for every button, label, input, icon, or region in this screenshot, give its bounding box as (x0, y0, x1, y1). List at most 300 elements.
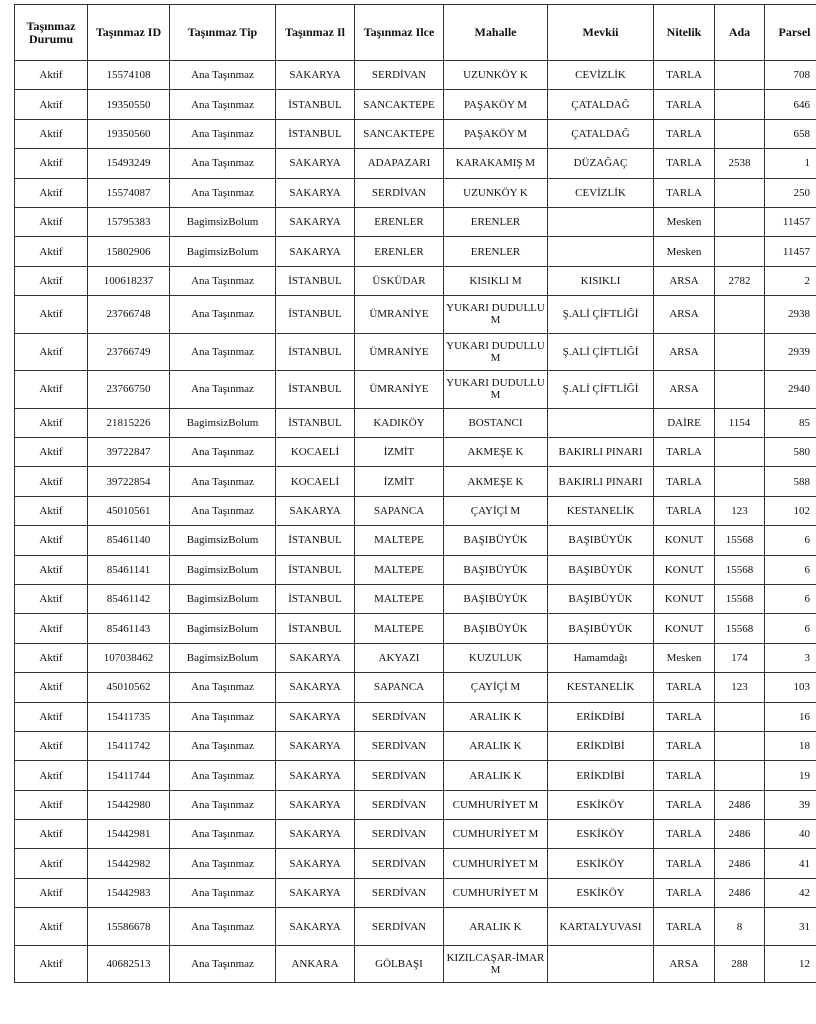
cell-tip: Ana Taşınmaz (170, 467, 276, 496)
cell-nitelik: TARLA (654, 820, 715, 849)
cell-nitelik: ARSA (654, 945, 715, 983)
cell-ilce: ERENLER (355, 237, 444, 266)
cell-ilce: SAPANCA (355, 496, 444, 525)
cell-tip: Ana Taşınmaz (170, 945, 276, 983)
cell-mevkii (548, 408, 654, 437)
cell-mahalle: ARALIK K (444, 761, 548, 790)
cell-mahalle: BOSTANCI (444, 408, 548, 437)
cell-durum: Aktif (15, 702, 88, 731)
cell-ilce: SERDİVAN (355, 761, 444, 790)
cell-mahalle: UZUNKÖY K (444, 178, 548, 207)
cell-id: 15442981 (88, 820, 170, 849)
table-row (15, 614, 816, 643)
cell-tip: Ana Taşınmaz (170, 702, 276, 731)
cell-mevkii: Hamamdağı (548, 643, 654, 672)
cell-mahalle: AKMEŞE K (444, 467, 548, 496)
cell-nitelik: Mesken (654, 643, 715, 672)
cell-durum: Aktif (15, 584, 88, 613)
cell-tip: Ana Taşınmaz (170, 296, 276, 334)
cell-durum: Aktif (15, 119, 88, 148)
table-row (15, 178, 816, 207)
cell-ada (715, 296, 765, 334)
cell-id: 15493249 (88, 149, 170, 178)
cell-il: SAKARYA (276, 61, 355, 90)
cell-mahalle: KISIKLI M (444, 266, 548, 295)
cell-tip: BagimsizBolum (170, 526, 276, 555)
cell-nitelik: TARLA (654, 90, 715, 119)
cell-id: 15574108 (88, 61, 170, 90)
cell-ilce: SERDİVAN (355, 908, 444, 946)
cell-id: 15442982 (88, 849, 170, 878)
cell-tip: BagimsizBolum (170, 207, 276, 236)
cell-durum: Aktif (15, 673, 88, 702)
cell-tip: BagimsizBolum (170, 643, 276, 672)
cell-mevkii: ERİKDİBİ (548, 731, 654, 760)
cell-parsel: 3 (765, 643, 816, 672)
table-row (15, 467, 816, 496)
cell-nitelik: ARSA (654, 371, 715, 409)
cell-il: SAKARYA (276, 178, 355, 207)
cell-id: 45010561 (88, 496, 170, 525)
cell-il: SAKARYA (276, 820, 355, 849)
cell-parsel: 11457 (765, 207, 816, 236)
cell-mevkii: Ş.ALİ ÇİFTLİĞİ (548, 371, 654, 409)
cell-mahalle: YUKARI DUDULLU M (444, 333, 548, 371)
cell-ada: 15568 (715, 555, 765, 584)
cell-ada (715, 333, 765, 371)
cell-il: SAKARYA (276, 149, 355, 178)
cell-mahalle: KARAKAMIŞ M (444, 149, 548, 178)
cell-id: 85461141 (88, 555, 170, 584)
table-row (15, 790, 816, 819)
table-row (15, 149, 816, 178)
cell-id: 19350560 (88, 119, 170, 148)
cell-ilce: İZMİT (355, 438, 444, 467)
cell-il: SAKARYA (276, 878, 355, 907)
cell-ilce: SERDİVAN (355, 731, 444, 760)
cell-mevkii: KISIKLI (548, 266, 654, 295)
cell-id: 15795383 (88, 207, 170, 236)
cell-mevkii: ÇATALDAĞ (548, 90, 654, 119)
cell-mevkii: ESKİKÖY (548, 849, 654, 878)
cell-ada: 123 (715, 673, 765, 702)
cell-id: 15411742 (88, 731, 170, 760)
cell-durum: Aktif (15, 555, 88, 584)
cell-il: İSTANBUL (276, 371, 355, 409)
cell-mevkii: KESTANELİK (548, 673, 654, 702)
cell-mevkii: DÜZAĞAÇ (548, 149, 654, 178)
cell-durum: Aktif (15, 61, 88, 90)
cell-mevkii: KESTANELİK (548, 496, 654, 525)
cell-nitelik: KONUT (654, 614, 715, 643)
cell-tip: Ana Taşınmaz (170, 908, 276, 946)
cell-ilce: SANCAKTEPE (355, 90, 444, 119)
cell-il: İSTANBUL (276, 614, 355, 643)
cell-durum: Aktif (15, 820, 88, 849)
cell-mahalle: ERENLER (444, 237, 548, 266)
cell-mahalle: CUMHURİYET M (444, 849, 548, 878)
cell-ada: 2538 (715, 149, 765, 178)
cell-il: İSTANBUL (276, 526, 355, 555)
cell-ilce: ÜMRANİYE (355, 296, 444, 334)
cell-tip: Ana Taşınmaz (170, 333, 276, 371)
cell-mevkii: ERİKDİBİ (548, 702, 654, 731)
cell-tip: Ana Taşınmaz (170, 61, 276, 90)
cell-mevkii: BAŞIBÜYÜK (548, 584, 654, 613)
cell-ada (715, 178, 765, 207)
cell-nitelik: TARLA (654, 178, 715, 207)
col-header-mevkii: Mevkii (548, 5, 654, 61)
cell-parsel: 41 (765, 849, 816, 878)
cell-tip: Ana Taşınmaz (170, 849, 276, 878)
cell-tip: Ana Taşınmaz (170, 496, 276, 525)
cell-mevkii: KARTALYUVASI (548, 908, 654, 946)
cell-mevkii: BAŞIBÜYÜK (548, 555, 654, 584)
cell-il: SAKARYA (276, 849, 355, 878)
cell-mahalle: BAŞIBÜYÜK (444, 555, 548, 584)
cell-tip: Ana Taşınmaz (170, 820, 276, 849)
cell-mevkii: CEVİZLİK (548, 178, 654, 207)
cell-nitelik: KONUT (654, 584, 715, 613)
cell-id: 100618237 (88, 266, 170, 295)
cell-parsel: 6 (765, 584, 816, 613)
cell-mahalle: BAŞIBÜYÜK (444, 526, 548, 555)
cell-parsel: 42 (765, 878, 816, 907)
cell-ilce: SERDİVAN (355, 878, 444, 907)
cell-tip: Ana Taşınmaz (170, 90, 276, 119)
cell-ada: 2486 (715, 820, 765, 849)
table-row (15, 526, 816, 555)
cell-nitelik: ARSA (654, 333, 715, 371)
cell-parsel: 102 (765, 496, 816, 525)
cell-il: SAKARYA (276, 761, 355, 790)
cell-id: 85461142 (88, 584, 170, 613)
cell-mahalle: YUKARI DUDULLU M (444, 371, 548, 409)
cell-durum: Aktif (15, 945, 88, 983)
cell-mevkii: BAKIRLI PINARI (548, 467, 654, 496)
cell-il: İSTANBUL (276, 408, 355, 437)
cell-durum: Aktif (15, 371, 88, 409)
cell-ada (715, 438, 765, 467)
cell-mevkii (548, 207, 654, 236)
cell-ilce: MALTEPE (355, 526, 444, 555)
cell-mahalle: PAŞAKÖY M (444, 90, 548, 119)
cell-nitelik: TARLA (654, 878, 715, 907)
table-row (15, 702, 816, 731)
cell-mahalle: AKMEŞE K (444, 438, 548, 467)
cell-nitelik: DAİRE (654, 408, 715, 437)
cell-mevkii: Ş.ALİ ÇİFTLİĞİ (548, 333, 654, 371)
cell-ilce: AKYAZI (355, 643, 444, 672)
cell-id: 23766750 (88, 371, 170, 409)
cell-ilce: ÜSKÜDAR (355, 266, 444, 295)
cell-parsel: 11457 (765, 237, 816, 266)
table-row (15, 333, 816, 371)
cell-durum: Aktif (15, 761, 88, 790)
cell-tip: BagimsizBolum (170, 584, 276, 613)
cell-il: İSTANBUL (276, 119, 355, 148)
cell-mahalle: BAŞIBÜYÜK (444, 614, 548, 643)
cell-il: İSTANBUL (276, 555, 355, 584)
cell-ilce: SERDİVAN (355, 61, 444, 90)
cell-tip: Ana Taşınmaz (170, 178, 276, 207)
cell-ilce: MALTEPE (355, 614, 444, 643)
cell-nitelik: ARSA (654, 266, 715, 295)
cell-parsel: 250 (765, 178, 816, 207)
cell-id: 15411735 (88, 702, 170, 731)
col-header-ada: Ada (715, 5, 765, 61)
cell-mevkii: ERİKDİBİ (548, 761, 654, 790)
cell-ilce: GÖLBAŞI (355, 945, 444, 983)
cell-tip: Ana Taşınmaz (170, 438, 276, 467)
cell-id: 21815226 (88, 408, 170, 437)
cell-durum: Aktif (15, 408, 88, 437)
cell-tip: Ana Taşınmaz (170, 149, 276, 178)
property-table (14, 4, 816, 983)
cell-parsel: 39 (765, 790, 816, 819)
cell-mahalle: ARALIK K (444, 702, 548, 731)
cell-tip: Ana Taşınmaz (170, 761, 276, 790)
cell-il: SAKARYA (276, 908, 355, 946)
cell-parsel: 85 (765, 408, 816, 437)
cell-mahalle: ÇAYİÇİ M (444, 496, 548, 525)
cell-parsel: 2 (765, 266, 816, 295)
cell-il: İSTANBUL (276, 584, 355, 613)
cell-mevkii (548, 945, 654, 983)
cell-ada: 8 (715, 908, 765, 946)
cell-durum: Aktif (15, 207, 88, 236)
cell-il: İSTANBUL (276, 266, 355, 295)
cell-nitelik: TARLA (654, 702, 715, 731)
cell-id: 23766749 (88, 333, 170, 371)
table-row (15, 371, 816, 409)
cell-ada (715, 90, 765, 119)
cell-durum: Aktif (15, 526, 88, 555)
cell-nitelik: TARLA (654, 761, 715, 790)
cell-durum: Aktif (15, 237, 88, 266)
cell-parsel: 12 (765, 945, 816, 983)
cell-ada (715, 467, 765, 496)
table-row (15, 945, 816, 983)
table-row (15, 555, 816, 584)
table-row (15, 266, 816, 295)
cell-durum: Aktif (15, 296, 88, 334)
cell-id: 107038462 (88, 643, 170, 672)
cell-tip: Ana Taşınmaz (170, 731, 276, 760)
col-header-tip: Taşınmaz Tip (170, 5, 276, 61)
cell-tip: Ana Taşınmaz (170, 266, 276, 295)
cell-il: KOCAELİ (276, 467, 355, 496)
table-row (15, 878, 816, 907)
cell-mahalle: ERENLER (444, 207, 548, 236)
cell-il: İSTANBUL (276, 296, 355, 334)
table-row (15, 90, 816, 119)
cell-parsel: 6 (765, 555, 816, 584)
cell-mevkii: Ş.ALİ ÇİFTLİĞİ (548, 296, 654, 334)
cell-mevkii: BAŞIBÜYÜK (548, 526, 654, 555)
cell-ada: 2486 (715, 849, 765, 878)
cell-mahalle: KIZILCAŞAR-İMAR M (444, 945, 548, 983)
cell-ada: 2486 (715, 878, 765, 907)
cell-durum: Aktif (15, 438, 88, 467)
cell-nitelik: Mesken (654, 237, 715, 266)
cell-il: İSTANBUL (276, 90, 355, 119)
table-row (15, 408, 816, 437)
cell-parsel: 2939 (765, 333, 816, 371)
cell-id: 40682513 (88, 945, 170, 983)
table-row (15, 849, 816, 878)
cell-ilce: KADIKÖY (355, 408, 444, 437)
cell-nitelik: TARLA (654, 119, 715, 148)
table-row (15, 673, 816, 702)
cell-durum: Aktif (15, 467, 88, 496)
cell-il: SAKARYA (276, 237, 355, 266)
cell-ada (715, 371, 765, 409)
cell-tip: Ana Taşınmaz (170, 371, 276, 409)
cell-mahalle: YUKARI DUDULLU M (444, 296, 548, 334)
cell-id: 15442980 (88, 790, 170, 819)
cell-mahalle: ARALIK K (444, 908, 548, 946)
cell-nitelik: TARLA (654, 467, 715, 496)
cell-nitelik: Mesken (654, 207, 715, 236)
cell-mahalle: UZUNKÖY K (444, 61, 548, 90)
cell-tip: Ana Taşınmaz (170, 119, 276, 148)
cell-durum: Aktif (15, 90, 88, 119)
table-row (15, 761, 816, 790)
cell-durum: Aktif (15, 731, 88, 760)
cell-ada (715, 702, 765, 731)
header-row (15, 5, 816, 61)
cell-nitelik: ARSA (654, 296, 715, 334)
cell-mahalle: PAŞAKÖY M (444, 119, 548, 148)
table-row (15, 908, 816, 946)
cell-tip: Ana Taşınmaz (170, 790, 276, 819)
table-row (15, 731, 816, 760)
cell-tip: Ana Taşınmaz (170, 878, 276, 907)
table-row (15, 61, 816, 90)
col-header-mahalle: Mahalle (444, 5, 548, 61)
cell-parsel: 6 (765, 614, 816, 643)
cell-mahalle: ARALIK K (444, 731, 548, 760)
cell-ada: 2486 (715, 790, 765, 819)
cell-ilce: MALTEPE (355, 555, 444, 584)
cell-ilce: ÜMRANİYE (355, 371, 444, 409)
cell-id: 39722847 (88, 438, 170, 467)
cell-mevkii: CEVİZLİK (548, 61, 654, 90)
table-row (15, 438, 816, 467)
cell-ada: 288 (715, 945, 765, 983)
cell-durum: Aktif (15, 266, 88, 295)
cell-nitelik: KONUT (654, 526, 715, 555)
cell-ada (715, 119, 765, 148)
col-header-nitelik: Nitelik (654, 5, 715, 61)
cell-tip: BagimsizBolum (170, 237, 276, 266)
cell-ilce: SAPANCA (355, 673, 444, 702)
cell-nitelik: TARLA (654, 438, 715, 467)
cell-mevkii: ESKİKÖY (548, 790, 654, 819)
cell-durum: Aktif (15, 496, 88, 525)
cell-il: KOCAELİ (276, 438, 355, 467)
cell-ilce: MALTEPE (355, 584, 444, 613)
cell-mevkii (548, 237, 654, 266)
cell-tip: BagimsizBolum (170, 555, 276, 584)
cell-id: 45010562 (88, 673, 170, 702)
cell-ada: 15568 (715, 526, 765, 555)
col-header-id: Taşınmaz ID (88, 5, 170, 61)
cell-id: 85461140 (88, 526, 170, 555)
cell-mevkii: BAKIRLI PINARI (548, 438, 654, 467)
cell-ada: 123 (715, 496, 765, 525)
cell-ada: 15568 (715, 614, 765, 643)
cell-mahalle: KUZULUK (444, 643, 548, 672)
cell-ada: 1154 (715, 408, 765, 437)
cell-il: SAKARYA (276, 790, 355, 819)
cell-parsel: 580 (765, 438, 816, 467)
cell-id: 15586678 (88, 908, 170, 946)
cell-nitelik: TARLA (654, 61, 715, 90)
cell-ada: 174 (715, 643, 765, 672)
cell-tip: BagimsizBolum (170, 614, 276, 643)
col-header-parsel: Parsel (765, 5, 816, 61)
cell-ilce: SERDİVAN (355, 849, 444, 878)
cell-id: 19350550 (88, 90, 170, 119)
cell-parsel: 588 (765, 467, 816, 496)
cell-mahalle: CUMHURİYET M (444, 820, 548, 849)
cell-durum: Aktif (15, 790, 88, 819)
cell-ilce: SERDİVAN (355, 178, 444, 207)
cell-il: SAKARYA (276, 673, 355, 702)
table-row (15, 584, 816, 613)
cell-ilce: İZMİT (355, 467, 444, 496)
cell-ilce: SANCAKTEPE (355, 119, 444, 148)
cell-mahalle: ÇAYİÇİ M (444, 673, 548, 702)
cell-ada: 15568 (715, 584, 765, 613)
cell-durum: Aktif (15, 849, 88, 878)
cell-ada (715, 61, 765, 90)
table-row (15, 296, 816, 334)
cell-durum: Aktif (15, 878, 88, 907)
cell-id: 39722854 (88, 467, 170, 496)
cell-il: SAKARYA (276, 731, 355, 760)
cell-il: SAKARYA (276, 496, 355, 525)
cell-ilce: ÜMRANİYE (355, 333, 444, 371)
cell-parsel: 708 (765, 61, 816, 90)
cell-mevkii: ESKİKÖY (548, 878, 654, 907)
cell-parsel: 2938 (765, 296, 816, 334)
cell-parsel: 19 (765, 761, 816, 790)
cell-ada (715, 731, 765, 760)
cell-nitelik: TARLA (654, 849, 715, 878)
cell-id: 15411744 (88, 761, 170, 790)
cell-durum: Aktif (15, 614, 88, 643)
cell-nitelik: TARLA (654, 496, 715, 525)
cell-ada (715, 207, 765, 236)
col-header-durum: Taşınmaz Durumu (15, 5, 88, 61)
cell-durum: Aktif (15, 908, 88, 946)
cell-il: SAKARYA (276, 702, 355, 731)
cell-durum: Aktif (15, 333, 88, 371)
cell-ilce: ERENLER (355, 207, 444, 236)
cell-nitelik: TARLA (654, 908, 715, 946)
cell-parsel: 1 (765, 149, 816, 178)
cell-id: 15442983 (88, 878, 170, 907)
table-row (15, 820, 816, 849)
table-row (15, 496, 816, 525)
cell-mevkii: BAŞIBÜYÜK (548, 614, 654, 643)
cell-parsel: 658 (765, 119, 816, 148)
col-header-il: Taşınmaz Il (276, 5, 355, 61)
cell-parsel: 6 (765, 526, 816, 555)
